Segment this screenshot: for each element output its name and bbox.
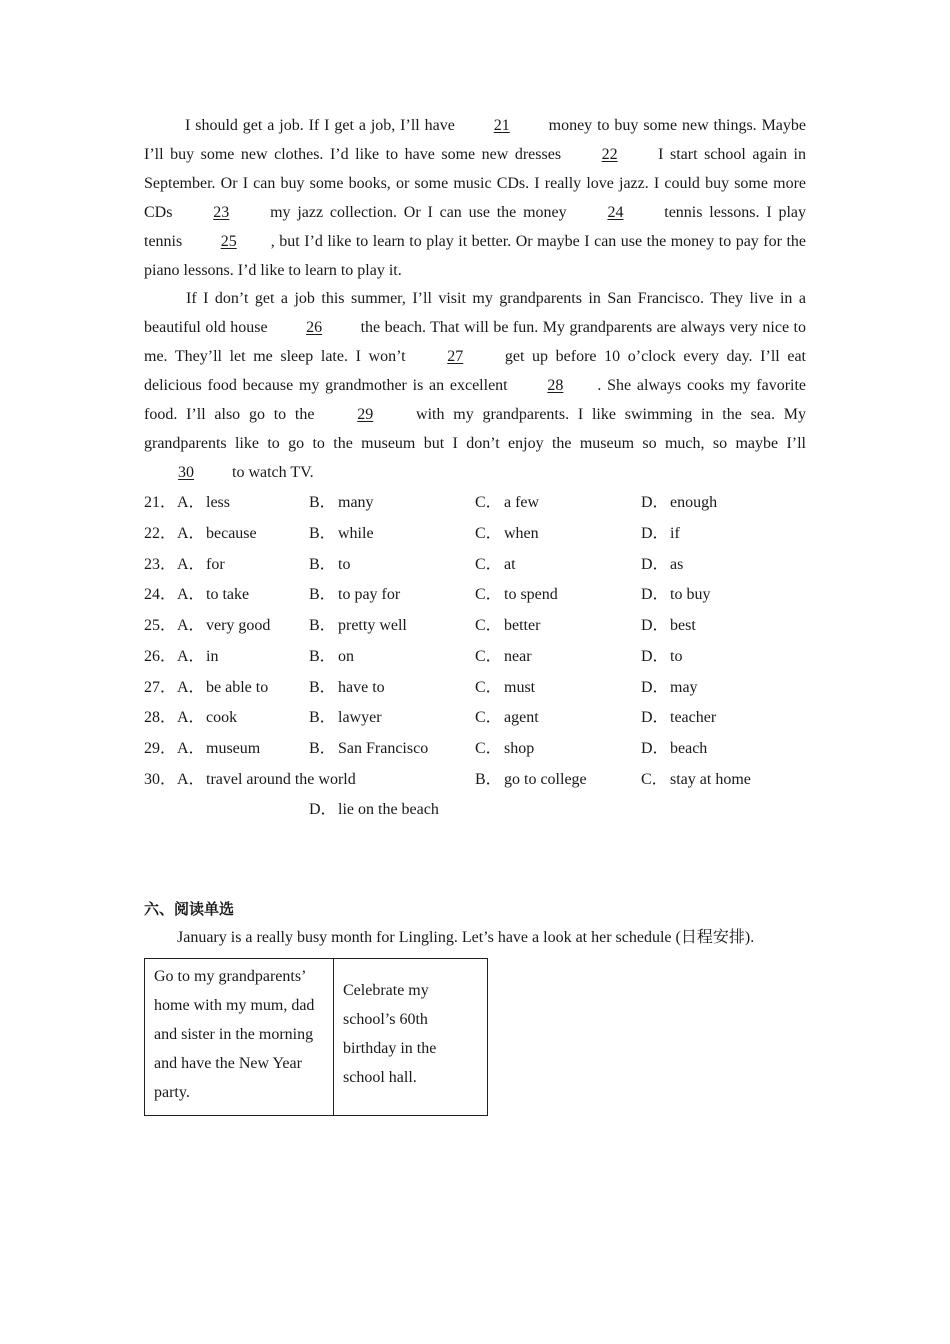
- question-row-29: [144, 733, 844, 764]
- option-c[interactable]: [475, 487, 539, 518]
- question-number: 30．: [144, 771, 177, 788]
- option-letter: B．: [475, 771, 502, 788]
- option-c[interactable]: [641, 764, 751, 795]
- option-text: to pay for: [338, 586, 401, 603]
- option-text: agent: [504, 709, 539, 726]
- option-text: go to college: [504, 771, 587, 788]
- option-a[interactable]: [177, 702, 237, 733]
- option-text: at: [504, 556, 516, 573]
- option-text: San Francisco: [338, 740, 429, 757]
- option-text: a few: [504, 494, 540, 511]
- question-number: 21．: [144, 494, 177, 511]
- option-text: if: [670, 525, 680, 542]
- option-letter: D．: [641, 740, 669, 757]
- option-letter: C．: [475, 679, 502, 696]
- blank-23: 23: [213, 204, 230, 221]
- option-d[interactable]: [309, 794, 439, 825]
- blank-24: 24: [607, 204, 624, 221]
- option-d[interactable]: [641, 702, 716, 733]
- option-b[interactable]: [309, 733, 428, 764]
- option-d[interactable]: [641, 672, 698, 703]
- option-letter: B．: [309, 617, 336, 634]
- option-letter: A．: [177, 679, 205, 696]
- blank-22: 22: [601, 146, 618, 163]
- question-row-30-cont: [144, 794, 844, 825]
- passage-text: I start school again in September. Or I can buy some books, or some music CDs. I really love jazz. I could buy some more CDs: [144, 146, 807, 221]
- option-c[interactable]: [475, 702, 539, 733]
- blank-26: 26: [306, 319, 323, 336]
- option-c[interactable]: [475, 672, 535, 703]
- passage-text: If I don’t get a job this summer, I’ll visit my grandparents in San Francisco. They live in a beautiful old house: [144, 290, 806, 336]
- option-text: beach: [670, 740, 708, 757]
- option-text: as: [670, 556, 684, 573]
- option-a[interactable]: [177, 487, 230, 518]
- option-d[interactable]: [641, 641, 682, 672]
- passage-text: . She always cooks my favorite food. I’ll also go to the: [144, 377, 807, 423]
- question-number: 23．: [144, 556, 177, 573]
- option-text: in: [206, 648, 219, 665]
- option-b[interactable]: [309, 641, 354, 672]
- option-a[interactable]: [177, 733, 260, 764]
- option-text: less: [206, 494, 230, 511]
- option-text: many: [338, 494, 374, 511]
- question-row-25: [144, 610, 844, 641]
- option-text: on: [338, 648, 354, 665]
- option-text: travel around the world: [206, 771, 356, 788]
- passage-text: to watch TV.: [228, 464, 314, 481]
- option-text: stay at home: [670, 771, 751, 788]
- option-text: lawyer: [338, 709, 382, 726]
- option-letter: B．: [309, 556, 336, 573]
- option-d[interactable]: [641, 579, 710, 610]
- passage-text: the beach. That will be fun. My grandparents are always very nice to me. They’ll let me sleep late. I won’t: [144, 319, 807, 365]
- option-letter: B．: [309, 648, 336, 665]
- option-b[interactable]: [309, 702, 382, 733]
- option-letter: A．: [177, 648, 205, 665]
- question-number: 29．: [144, 740, 177, 757]
- option-letter: A．: [177, 740, 205, 757]
- option-text: when: [504, 525, 539, 542]
- option-text: enough: [670, 494, 718, 511]
- option-letter: C．: [475, 740, 502, 757]
- option-b[interactable]: [309, 579, 400, 610]
- option-b[interactable]: [475, 764, 587, 795]
- option-text: cook: [206, 709, 238, 726]
- question-number: 26．: [144, 648, 177, 665]
- blank-30: 30: [178, 464, 194, 481]
- option-letter: D．: [641, 679, 669, 696]
- option-text: for: [206, 556, 225, 573]
- cloze-paragraph-2: [144, 284, 806, 487]
- blank-25: 25: [220, 233, 237, 250]
- option-a[interactable]: [177, 549, 225, 580]
- option-text: to: [338, 556, 351, 573]
- option-c[interactable]: [475, 733, 534, 764]
- option-letter: C．: [475, 494, 502, 511]
- option-d[interactable]: [641, 518, 680, 549]
- schedule-cell-2: Celebrate my school’s 60th birthday in the school hall.: [334, 959, 488, 1116]
- option-text: museum: [206, 740, 261, 757]
- option-a[interactable]: [177, 518, 257, 549]
- option-letter: C．: [475, 709, 502, 726]
- option-text: better: [504, 617, 541, 634]
- option-text: must: [504, 679, 536, 696]
- option-letter: B．: [309, 709, 336, 726]
- option-text: to: [670, 648, 683, 665]
- question-number: 28．: [144, 709, 177, 726]
- option-b[interactable]: [309, 672, 385, 703]
- option-letter: C．: [475, 617, 502, 634]
- option-c[interactable]: [475, 549, 516, 580]
- option-c[interactable]: [475, 641, 532, 672]
- option-text: have to: [338, 679, 385, 696]
- blank-27: 27: [447, 348, 464, 365]
- question-number: 22．: [144, 525, 177, 542]
- option-text: pretty well: [338, 617, 407, 634]
- option-text: to buy: [670, 586, 711, 603]
- option-text: may: [670, 679, 698, 696]
- option-text: to take: [206, 586, 250, 603]
- option-letter: D．: [641, 586, 669, 603]
- option-c[interactable]: [475, 610, 540, 641]
- option-letter: D．: [309, 801, 337, 818]
- option-text: because: [206, 525, 257, 542]
- option-b[interactable]: [309, 610, 407, 641]
- option-text: teacher: [670, 709, 717, 726]
- option-letter: D．: [641, 617, 669, 634]
- option-letter: C．: [475, 525, 502, 542]
- passage-text: , but I’d like to learn to play it better. Or maybe I can use the money to pay for the piano lessons. I’d like to learn to play it.: [144, 233, 807, 279]
- schedule-table: [144, 958, 488, 1116]
- blank-28: 28: [547, 377, 564, 394]
- option-letter: C．: [641, 771, 668, 788]
- question-row-22: [144, 518, 844, 549]
- option-b[interactable]: [309, 487, 374, 518]
- option-letter: B．: [309, 525, 336, 542]
- blank-21: 21: [493, 117, 510, 134]
- question-row-30: [144, 764, 844, 795]
- question-row-21: [144, 487, 844, 518]
- option-text: shop: [504, 740, 535, 757]
- option-letter: B．: [309, 494, 336, 511]
- option-letter: B．: [309, 740, 336, 757]
- option-letter: A．: [177, 771, 205, 788]
- option-b[interactable]: [309, 518, 374, 549]
- section-title: 六、阅读单选: [144, 900, 235, 918]
- option-letter: A．: [177, 617, 205, 634]
- option-d[interactable]: [641, 733, 707, 764]
- option-letter: C．: [475, 586, 502, 603]
- option-letter: A．: [177, 525, 205, 542]
- option-text: best: [670, 617, 696, 634]
- question-row-28: [144, 702, 844, 733]
- passage-text: get up before 10 o’clock every day. I’ll eat delicious food because my grandmother is an excellent: [144, 348, 806, 394]
- option-a[interactable]: [177, 672, 268, 703]
- option-letter: B．: [309, 679, 336, 696]
- question-row-26: [144, 641, 844, 672]
- option-letter: D．: [641, 648, 669, 665]
- option-letter: D．: [641, 556, 669, 573]
- question-number: 27．: [144, 679, 177, 696]
- option-letter: A．: [177, 494, 205, 511]
- schedule-cell-1: Go to my grandparents’ home with my mum, dad and sister in the morning and have the New Year party.: [145, 959, 334, 1116]
- question-row-23: [144, 549, 844, 580]
- option-a[interactable]: [177, 579, 249, 610]
- question-row-27: [144, 672, 844, 703]
- option-text: be able to: [206, 679, 269, 696]
- option-d[interactable]: [641, 549, 683, 580]
- question-number: 25．: [144, 617, 177, 634]
- question-number: 24．: [144, 586, 177, 603]
- option-a[interactable]: [177, 610, 270, 641]
- option-letter: D．: [641, 709, 669, 726]
- option-text: while: [338, 525, 374, 542]
- blank-29: 29: [357, 406, 374, 423]
- option-letter: D．: [641, 494, 669, 511]
- option-letter: A．: [177, 556, 205, 573]
- passage-text: my jazz collection. Or I can use the money: [263, 204, 574, 221]
- option-d[interactable]: [641, 487, 717, 518]
- option-text: to spend: [504, 586, 558, 603]
- cloze-paragraph-1: [144, 111, 806, 285]
- option-letter: D．: [641, 525, 669, 542]
- option-letter: A．: [177, 709, 205, 726]
- option-c[interactable]: [475, 579, 558, 610]
- option-a[interactable]: [177, 641, 218, 672]
- reading-intro-text: January is a really busy month for Lingling. Let’s have a look at her schedule (日程安排).: [177, 929, 755, 946]
- passage-text: with my grandparents. I like swimming in the sea. My grandparents like to go to the museum but I don’t enjoy the museum so much, so maybe I’ll: [144, 406, 807, 452]
- passage-text: tennis lessons. I play tennis: [144, 204, 806, 250]
- reading-intro: [144, 924, 754, 952]
- schedule-row: [145, 959, 488, 1116]
- question-row-24: [144, 579, 844, 610]
- option-text: lie on the beach: [338, 801, 439, 818]
- passage-text: I should get a job. If I get a job, I’ll have: [185, 117, 460, 134]
- option-text: near: [504, 648, 532, 665]
- passage-text: money to buy some new things. Maybe I’ll buy some new clothes. I’d like to have some new dresses: [144, 117, 807, 163]
- option-letter: B．: [309, 586, 336, 603]
- option-c[interactable]: [475, 518, 539, 549]
- option-b[interactable]: [309, 549, 350, 580]
- option-d[interactable]: [641, 610, 696, 641]
- option-letter: C．: [475, 556, 502, 573]
- option-letter: A．: [177, 586, 205, 603]
- option-a[interactable]: [177, 764, 356, 795]
- option-letter: C．: [475, 648, 502, 665]
- option-text: very good: [206, 617, 271, 634]
